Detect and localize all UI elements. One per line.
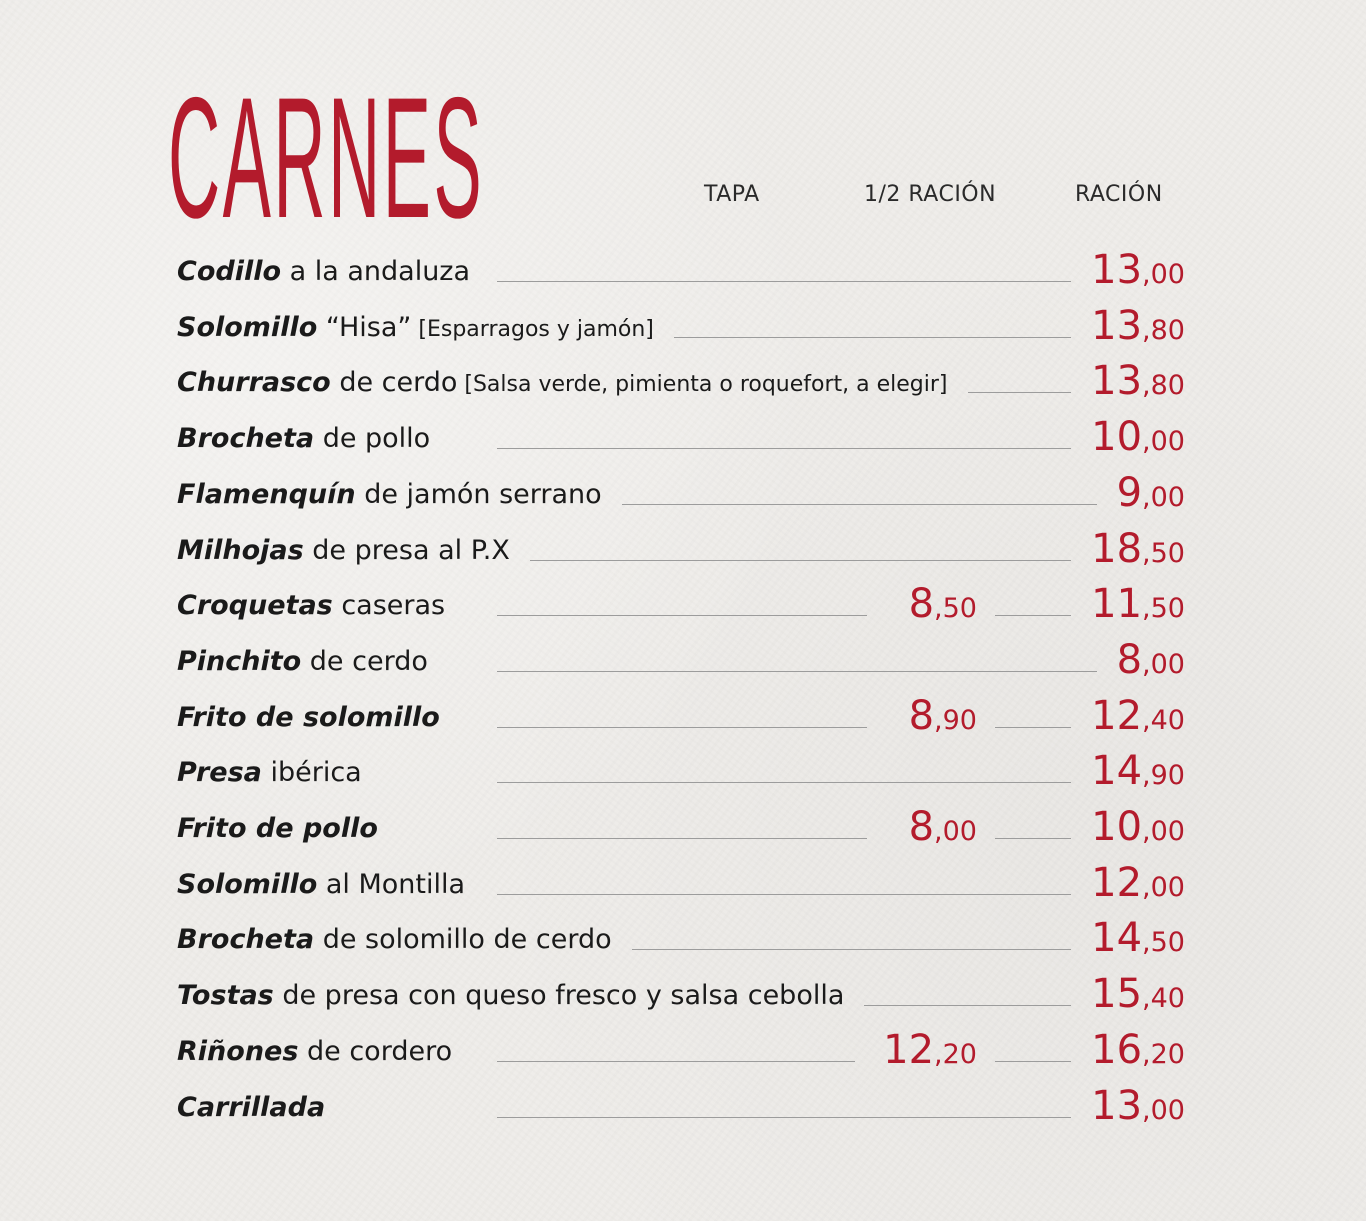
menu-item-row: [177, 299, 1187, 349]
price-racion-integer: 13: [1091, 247, 1143, 293]
price-racion-decimal: ,50: [1142, 593, 1185, 625]
price-media-racion-decimal: ,90: [934, 704, 977, 736]
price-racion-decimal: ,80: [1142, 314, 1185, 346]
price-racion-integer: 13: [1091, 358, 1143, 405]
menu-item-name-rest: ibérica: [261, 757, 362, 789]
leader-line: [632, 949, 1071, 950]
menu-item-row: [177, 522, 1187, 572]
leader-line: [497, 1061, 855, 1062]
price-racion: [1091, 748, 1185, 794]
menu-item-row: [177, 633, 1187, 683]
leader-line: [995, 1061, 1071, 1062]
menu-item-name: [177, 256, 470, 287]
price-media-racion-integer: 8: [908, 804, 935, 850]
leader-line: [497, 448, 1071, 449]
price-racion: [1091, 414, 1185, 460]
menu-item-name-rest: de cordero: [298, 1035, 453, 1067]
menu-item-name-bold: Codillo: [177, 256, 282, 287]
price-racion-integer: 11: [1091, 581, 1143, 628]
price-racion: [1091, 581, 1185, 627]
menu-item-row: [177, 354, 1187, 404]
menu-item-name-bold: Brocheta: [177, 423, 315, 455]
price-racion-decimal: ,50: [1142, 537, 1185, 569]
leader-line: [995, 615, 1071, 616]
price-racion-integer: 14: [1091, 748, 1143, 795]
menu-item-name: [177, 479, 602, 510]
price-racion: [1091, 804, 1185, 850]
menu-item-row: [177, 800, 1187, 850]
price-media-racion-decimal: ,50: [934, 593, 977, 625]
menu-item-row: [177, 967, 1187, 1017]
menu-item-name-bold: Milhojas: [177, 534, 304, 566]
menu-item-row: [177, 243, 1187, 293]
menu-item-name-bold: Pinchito: [177, 645, 302, 677]
price-racion-integer: 15: [1091, 971, 1143, 1018]
leader-line: [530, 560, 1071, 561]
price-racion-decimal: ,90: [1142, 760, 1185, 792]
price-media-racion-integer: 12: [883, 1026, 935, 1073]
price-racion-integer: 16: [1091, 1026, 1143, 1073]
menu-item-row: [177, 744, 1187, 794]
menu-item-name-bold: Flamenquín: [177, 478, 356, 510]
price-racion-decimal: ,00: [1142, 1094, 1185, 1126]
menu-item-name: [177, 924, 612, 955]
price-racion-integer: 13: [1091, 1082, 1143, 1129]
price-racion: [1091, 971, 1185, 1017]
price-media-racion-integer: 8: [908, 581, 935, 628]
leader-line: [497, 727, 867, 728]
price-racion-integer: 8: [1116, 636, 1143, 683]
menu-item-name-bold: Frito de solomillo: [177, 701, 440, 733]
price-racion: [1117, 470, 1185, 516]
price-racion: [1117, 637, 1185, 683]
price-media-racion: [909, 804, 977, 850]
price-racion-integer: 10: [1091, 414, 1143, 461]
leader-line: [497, 838, 867, 839]
menu-item-name-rest: a la andaluza: [281, 256, 471, 287]
price-racion: [1091, 526, 1185, 572]
menu-item-name: [177, 590, 445, 621]
menu-item-name-bold: Frito de pollo: [177, 813, 378, 844]
menu-item-name-bold: Solomillo: [177, 311, 318, 343]
menu-item-name-rest: “Hisa”: [317, 311, 412, 343]
price-racion: [1091, 1083, 1185, 1129]
price-media-racion-decimal: ,00: [934, 816, 977, 847]
price-racion-decimal: ,00: [1142, 481, 1185, 513]
menu-item-name: [177, 702, 440, 733]
price-media-racion: [909, 581, 977, 627]
leader-line: [497, 782, 1071, 783]
menu-item-row: [177, 1079, 1187, 1129]
menu-item-row: [177, 466, 1187, 516]
menu-title: CARNES: [168, 62, 485, 254]
price-racion: [1091, 1027, 1185, 1073]
price-racion-integer: 12: [1091, 859, 1143, 906]
menu-item-name: [177, 980, 844, 1011]
menu-item-name-bold: Riñones: [177, 1035, 299, 1067]
column-header-racion: RACIÓN: [1075, 182, 1163, 207]
price-racion: [1091, 303, 1185, 349]
menu-item-name-rest: de cerdo: [301, 645, 428, 677]
price-racion-integer: 18: [1091, 525, 1143, 572]
price-racion-integer: 12: [1091, 692, 1143, 739]
price-racion-decimal: ,00: [1142, 816, 1185, 847]
leader-line: [497, 615, 867, 616]
menu-item-name-bold: Presa: [177, 757, 262, 789]
menu-item-row: [177, 577, 1187, 627]
menu-item-name-rest: de presa al P.X: [303, 534, 510, 566]
menu-item-name: [177, 1036, 452, 1067]
column-header-media-racion: 1/2 RACIÓN: [864, 182, 997, 207]
price-racion: [1091, 358, 1185, 404]
menu-item-name-bold: Carrillada: [177, 1091, 326, 1123]
menu-item-name-rest: de presa con queso fresco y salsa cebolla: [273, 980, 845, 1012]
leader-line: [622, 504, 1097, 505]
leader-line: [497, 671, 1097, 672]
price-media-racion-integer: 8: [908, 692, 935, 739]
price-racion-integer: 13: [1091, 302, 1143, 349]
price-racion-decimal: ,00: [1142, 871, 1185, 903]
price-racion-integer: 9: [1116, 469, 1143, 516]
menu-item-name: [177, 813, 378, 844]
price-racion-integer: 10: [1091, 804, 1143, 850]
price-racion-decimal: ,80: [1142, 370, 1185, 402]
price-racion-decimal: ,00: [1142, 426, 1185, 458]
menu-item-row: [177, 856, 1187, 906]
menu-item-name: [177, 423, 430, 454]
leader-line: [674, 337, 1071, 338]
menu-item-note: [Salsa verde, pimienta o roquefort, a elegir]: [457, 372, 948, 398]
price-racion-decimal: ,40: [1142, 983, 1185, 1015]
leader-line: [968, 392, 1071, 393]
column-header-tapa: TAPA: [704, 182, 760, 207]
menu-item-name-bold: Brocheta: [177, 924, 315, 956]
leader-line: [497, 894, 1071, 895]
menu-item-name-bold: Croquetas: [177, 590, 333, 622]
menu-item-name-bold: Solomillo: [177, 868, 318, 900]
menu-item-name-bold: Tostas: [177, 980, 274, 1012]
price-racion-integer: 14: [1091, 915, 1143, 962]
price-racion: [1091, 860, 1185, 906]
price-racion: [1091, 915, 1185, 961]
price-racion-decimal: ,00: [1142, 648, 1185, 680]
leader-line: [497, 1117, 1071, 1118]
menu-item-row: [177, 410, 1187, 460]
menu-item-row: [177, 1023, 1187, 1073]
price-racion-decimal: ,00: [1142, 259, 1185, 290]
menu-item-name: [177, 757, 362, 788]
leader-line: [995, 727, 1071, 728]
menu-item-name: [177, 312, 654, 343]
price-racion: [1091, 693, 1185, 739]
menu-item-row: [177, 911, 1187, 961]
price-racion-decimal: ,50: [1142, 927, 1185, 959]
menu-item-name: [177, 1092, 325, 1123]
menu-item-row: [177, 689, 1187, 739]
price-media-racion: [883, 1027, 977, 1073]
menu-item-name-rest: de cerdo: [330, 367, 458, 399]
menu-item-name-rest: de solomillo de cerdo: [314, 924, 612, 956]
menu-item-name-rest: de pollo: [314, 423, 431, 455]
price-media-racion: [909, 693, 977, 739]
menu-item-name: [177, 869, 465, 900]
price-racion-decimal: ,20: [1142, 1038, 1185, 1070]
price-racion: [1091, 247, 1185, 293]
menu-item-note: [Esparragos y jamón]: [411, 316, 654, 342]
price-media-racion-decimal: ,20: [934, 1038, 977, 1070]
menu-item-name: [177, 367, 948, 398]
menu-item-name-rest: de jamón serrano: [355, 478, 602, 510]
menu-item-name: [177, 646, 428, 677]
leader-line: [864, 1005, 1071, 1006]
menu-item-name-bold: Churrasco: [177, 367, 331, 399]
leader-line: [995, 838, 1071, 839]
menu-item-name-rest: al Montilla: [317, 868, 466, 900]
menu-item-name: [177, 535, 510, 566]
menu-item-name-rest: caseras: [332, 590, 446, 622]
price-racion-decimal: ,40: [1142, 704, 1185, 736]
leader-line: [497, 281, 1071, 282]
